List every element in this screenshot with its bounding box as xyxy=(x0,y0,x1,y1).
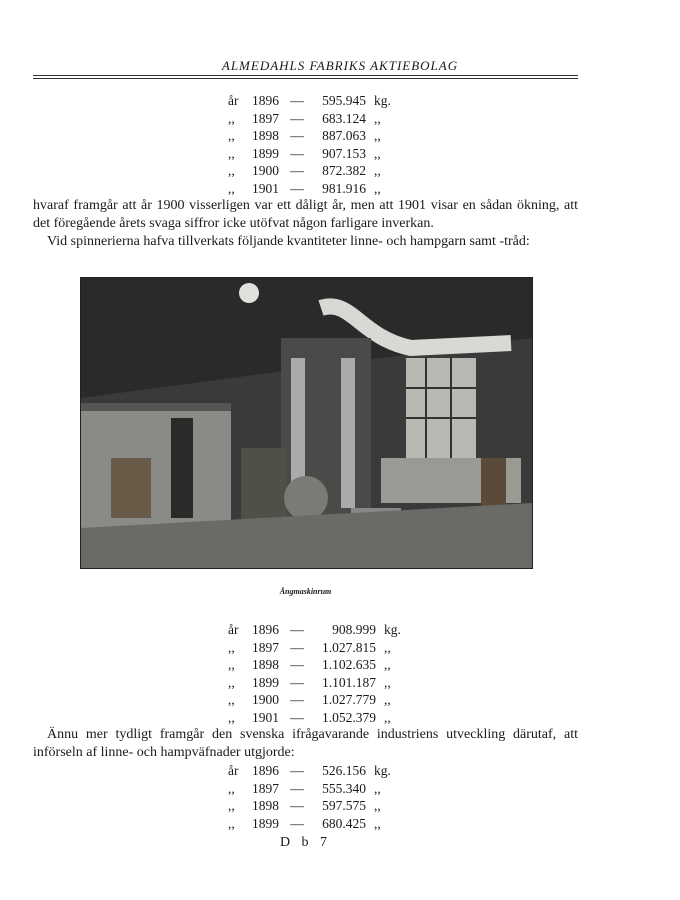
row-unit: ,, xyxy=(384,709,391,725)
row-dash: — xyxy=(290,93,304,108)
steam-engine-illustration xyxy=(81,278,532,568)
page-signature: D b 7 xyxy=(279,835,332,850)
table-row xyxy=(228,709,578,727)
row-unit: kg. xyxy=(384,622,401,637)
row-unit: ,, xyxy=(374,780,381,796)
row-dash: — xyxy=(290,180,304,196)
row-year: 1901 xyxy=(252,180,279,196)
row-prefix: ,, xyxy=(228,709,235,725)
row-dash: — xyxy=(290,763,304,778)
row-year: 1900 xyxy=(252,163,279,178)
row-prefix: ,, xyxy=(228,639,235,655)
figure-caption: Ångmaskinrum xyxy=(279,587,332,596)
row-value: 981.916 xyxy=(322,180,366,196)
row-dash: — xyxy=(290,163,304,178)
table-row xyxy=(228,180,578,198)
row-value: 555.340 xyxy=(322,780,366,796)
row-unit: ,, xyxy=(374,145,381,161)
row-value: 1.027.779 xyxy=(322,692,376,707)
row-unit: kg. xyxy=(374,763,391,778)
row-year: 1896 xyxy=(252,622,279,637)
row-unit: ,, xyxy=(374,128,381,143)
table-row xyxy=(228,656,578,674)
row-prefix: ,, xyxy=(228,780,235,796)
row-prefix: ,, xyxy=(228,674,235,690)
table-row xyxy=(228,621,578,639)
production-table-2 xyxy=(228,621,578,726)
row-dash: — xyxy=(290,639,304,655)
row-value: 907.153 xyxy=(322,145,366,161)
row-prefix: ,, xyxy=(228,815,235,831)
table-row xyxy=(228,145,578,163)
row-prefix: år xyxy=(228,93,239,108)
table-row xyxy=(228,780,578,798)
row-year: 1900 xyxy=(252,692,279,707)
row-prefix: ,, xyxy=(228,163,235,178)
row-year: 1898 xyxy=(252,798,279,813)
row-dash: — xyxy=(290,709,304,725)
row-year: 1898 xyxy=(252,657,279,672)
row-prefix: ,, xyxy=(228,180,235,196)
row-dash: — xyxy=(290,622,304,637)
row-year: 1898 xyxy=(252,128,279,143)
row-unit: kg. xyxy=(374,93,391,108)
import-table xyxy=(228,762,578,832)
table-row xyxy=(228,162,578,180)
row-year: 1897 xyxy=(252,110,279,126)
row-value: 908.999 xyxy=(332,622,376,637)
row-prefix: år xyxy=(228,622,239,637)
row-unit: ,, xyxy=(384,639,391,655)
row-prefix: ,, xyxy=(228,798,235,813)
row-year: 1897 xyxy=(252,780,279,796)
row-unit: ,, xyxy=(384,692,391,707)
row-unit: ,, xyxy=(374,110,381,126)
row-unit: ,, xyxy=(374,180,381,196)
row-value: 1.027.815 xyxy=(322,639,376,655)
paragraph-2: Vid spinnerierna hafva tillverkats följande kvantiteter linne- och hampgarn samt -tråd: xyxy=(47,234,530,249)
row-value: 1.102.635 xyxy=(322,657,376,672)
row-year: 1901 xyxy=(252,709,279,725)
table-row xyxy=(228,127,578,145)
row-value: 872.382 xyxy=(322,163,366,178)
table-row xyxy=(228,674,578,692)
table-row xyxy=(228,815,578,833)
running-header: ALMEDAHLS FABRIKS AKTIEBOLAG xyxy=(221,58,459,73)
table-row xyxy=(228,110,578,128)
row-dash: — xyxy=(290,815,304,831)
row-value: 683.124 xyxy=(322,110,366,126)
row-prefix: år xyxy=(228,763,239,778)
row-unit: ,, xyxy=(374,815,381,831)
paragraph-3: Ännu mer tydligt framgår den svenska ifrågavarande industriens utveckling därutaf, att införseln af linne- och hampväfnader utgjorde: xyxy=(33,727,578,760)
row-value: 680.425 xyxy=(322,815,366,831)
row-year: 1899 xyxy=(252,674,279,690)
table-row xyxy=(228,639,578,657)
row-dash: — xyxy=(290,657,304,672)
row-year: 1899 xyxy=(252,815,279,831)
production-table-1 xyxy=(228,92,578,197)
photo-steam-engine-room xyxy=(80,277,533,569)
row-prefix: ,, xyxy=(228,657,235,672)
row-prefix: ,, xyxy=(228,692,235,707)
table-row xyxy=(228,691,578,709)
table-row xyxy=(228,92,578,110)
row-dash: — xyxy=(290,780,304,796)
row-dash: — xyxy=(290,692,304,707)
row-value: 526.156 xyxy=(322,763,366,778)
row-prefix: ,, xyxy=(228,145,235,161)
row-unit: ,, xyxy=(384,674,391,690)
row-value: 887.063 xyxy=(322,128,366,143)
row-dash: — xyxy=(290,798,304,813)
row-year: 1899 xyxy=(252,145,279,161)
row-year: 1896 xyxy=(252,763,279,778)
table-row xyxy=(228,797,578,815)
row-prefix: ,, xyxy=(228,128,235,143)
row-unit: ,, xyxy=(384,657,391,672)
row-dash: — xyxy=(290,128,304,143)
row-value: 1.052.379 xyxy=(322,709,376,725)
row-value: 597.575 xyxy=(322,798,366,813)
row-unit: ,, xyxy=(374,798,381,813)
row-prefix: ,, xyxy=(228,110,235,126)
paragraph-1: hvaraf framgår att år 1900 visserligen var ett dåligt år, men att 1901 visar en sådan ökning, att det föregående årets svaga siffror icke utöfvat någon farligare inverkan. xyxy=(33,198,578,231)
row-value: 1.101.187 xyxy=(322,674,376,690)
row-year: 1897 xyxy=(252,639,279,655)
row-unit: ,, xyxy=(374,163,381,178)
table-row xyxy=(228,762,578,780)
row-dash: — xyxy=(290,145,304,161)
row-value: 595.945 xyxy=(322,93,366,108)
row-dash: — xyxy=(290,674,304,690)
row-dash: — xyxy=(290,110,304,126)
row-year: 1896 xyxy=(252,93,279,108)
